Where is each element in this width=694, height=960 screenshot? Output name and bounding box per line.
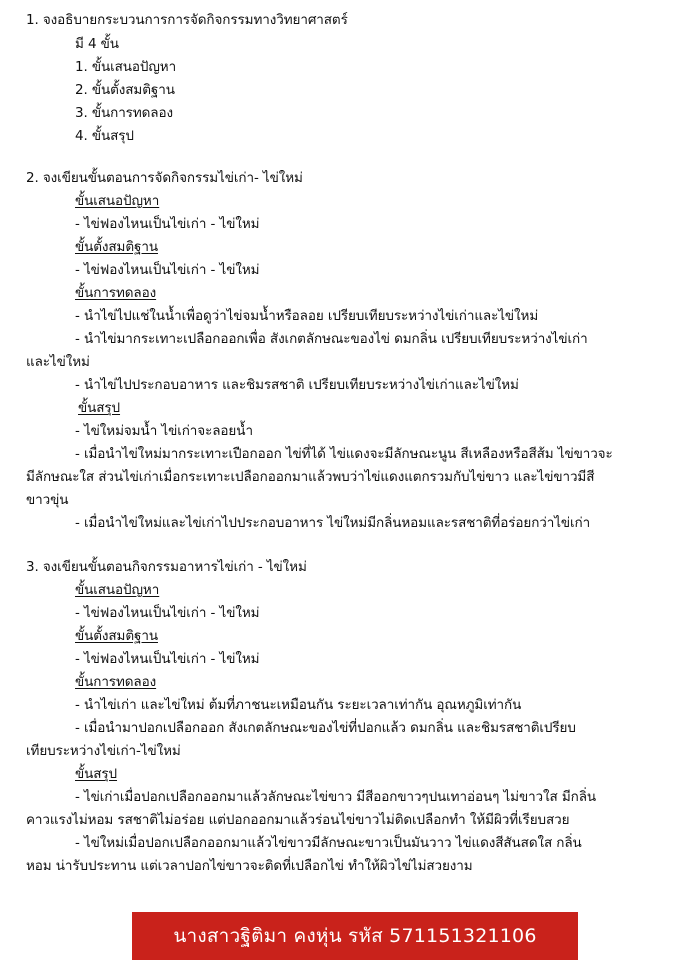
conclusion-text: มีลักษณะใส ส่วนไข่เก่าเมื่อกระเทาะเปลือกออกมาแล้วพบว่าไข่แดงแตกรวมกับไข่ขาว และไข่ขาวมีสี — [26, 469, 595, 485]
conclusion-text: - เมื่อนำไข่ใหม่มากระเทาะเปือกออก ไข่ที่ได้ ไข่แดงจะมีลักษณะนูน สีเหลืองหรือสีส้ม ไข่ขาวจะ — [75, 446, 613, 462]
conclusion-text: - ไข่ใหม่เมื่อปอกเปลือกออกมาแล้วไข่ขาวมีลักษณะขาวเป็นมันวาว ไข่แดงสีสันสดใส กลิ่น — [75, 835, 582, 851]
heading-conclusion: ขั้นสรุป — [75, 766, 118, 782]
step-item: 4. ขั้นสรุป — [75, 128, 134, 144]
question-1-title: 1. จงอธิบายกระบวนการการจัดกิจกรรมทางวิทยาศาสตร์ — [26, 12, 348, 28]
heading-experiment: ขั้นการทดลอง — [75, 285, 157, 301]
conclusion-text: - ไข่ใหม่จมน้ำ ไข่เก่าจะลอยน้ำ — [75, 423, 253, 439]
hypothesis-text: - ไข่ฟองไหนเป็นไข่เก่า - ไข่ใหม่ — [75, 651, 260, 667]
problem-text: - ไข่ฟองไหนเป็นไข่เก่า - ไข่ใหม่ — [75, 605, 260, 621]
conclusion-text: - ไข่เก่าเมื่อปอกเปลือกออกมาแล้วลักษณะไข่ขาว มีสีออกขาวๆปนเทาอ่อนๆ ไม่ขาวใส มีกลิ่น — [75, 789, 597, 805]
hypothesis-text: - ไข่ฟองไหนเป็นไข่เก่า - ไข่ใหม่ — [75, 262, 260, 278]
heading-hypothesis: ขั้นตั้งสมติฐาน — [75, 628, 158, 644]
author-banner — [132, 912, 578, 960]
problem-text: - ไข่ฟองไหนเป็นไข่เก่า - ไข่ใหม่ — [75, 216, 260, 232]
heading-experiment: ขั้นการทดลอง — [75, 674, 157, 690]
step-item: 1. ขั้นเสนอปัญหา — [75, 59, 177, 75]
question-2-title: 2. จงเขียนขั้นตอนการจัดกิจกรรมไข่เก่า- ไข่ใหม่ — [26, 170, 303, 186]
heading-conclusion: ขั้นสรุป — [78, 400, 121, 416]
author-banner-label: นางสาวฐิติมา คงหุ่น รหัส 571151321106 — [173, 925, 537, 947]
question-1-subtitle: มี 4 ขั้น — [75, 36, 119, 52]
experiment-text: - นำไข่ไปแช่ในน้ำเพื่อดูว่าไข่จมน้ำหรือลอย เปรียบเทียบระหว่างไข่เก่าและไข่ใหม่ — [75, 308, 539, 324]
conclusion-text: ขาวขุ่น — [26, 492, 69, 508]
conclusion-text: - เมื่อนำไข่ใหม่และไข่เก่าไปประกอบอาหาร ไข่ใหม่มีกลิ่นหอมและรสชาติที่อร่อยกว่าไข่เก่า — [75, 515, 591, 531]
experiment-text: และไข่ใหม่ — [26, 354, 90, 370]
heading-problem: ขั้นเสนอปัญหา — [75, 582, 160, 598]
experiment-text: เทียบระหว่างไข่เก่า-ไข่ใหม่ — [26, 743, 181, 759]
step-item: 2. ขั้นตั้งสมติฐาน — [75, 82, 175, 98]
step-item: 3. ขั้นการทดลอง — [75, 105, 173, 121]
conclusion-text: คาวแรงไม่หอม รสชาติไม่อร่อย แต่ปอกออกมาแล้วร่อนไข่ขาวไม่ติดเปลือกทำ ให้มีผิวที่เรียบสวย — [26, 812, 570, 828]
conclusion-text: หอม น่ารับประทาน แต่เวลาปอกไข่ขาวจะติดที่เปลือกไข่ ทำให้ผิวไข่ไม่สวยงาม — [26, 858, 473, 874]
heading-hypothesis: ขั้นตั้งสมติฐาน — [75, 239, 158, 255]
heading-problem: ขั้นเสนอปัญหา — [75, 193, 160, 209]
experiment-text: - นำไข่ไปประกอบอาหาร และชิมรสชาติ เปรียบเทียบระหว่างไข่เก่าและไข่ใหม่ — [75, 377, 519, 393]
experiment-text: - นำไข่เก่า และไข่ใหม่ ต้มที่ภาชนะเหมือนกัน ระยะเวลาเท่ากัน อุณหภูมิเท่ากัน — [75, 697, 522, 713]
experiment-text: - นำไข่มากระเทาะเปลือกออกเพื่อ สังเกตลักษณะของไข่ ดมกลิ่น เปรียบเทียบระหว่างไข่เก่า — [75, 331, 588, 347]
question-3-title: 3. จงเขียนขั้นตอนกิจกรรมอาหารไข่เก่า - ไข่ใหม่ — [26, 559, 307, 575]
experiment-text: - เมื่อนำมาปอกเปลือกออก สังเกตลักษณะของไข่ที่ปอกแล้ว ดมกลิ่น และชิมรสชาติเปรียบ — [75, 720, 576, 736]
